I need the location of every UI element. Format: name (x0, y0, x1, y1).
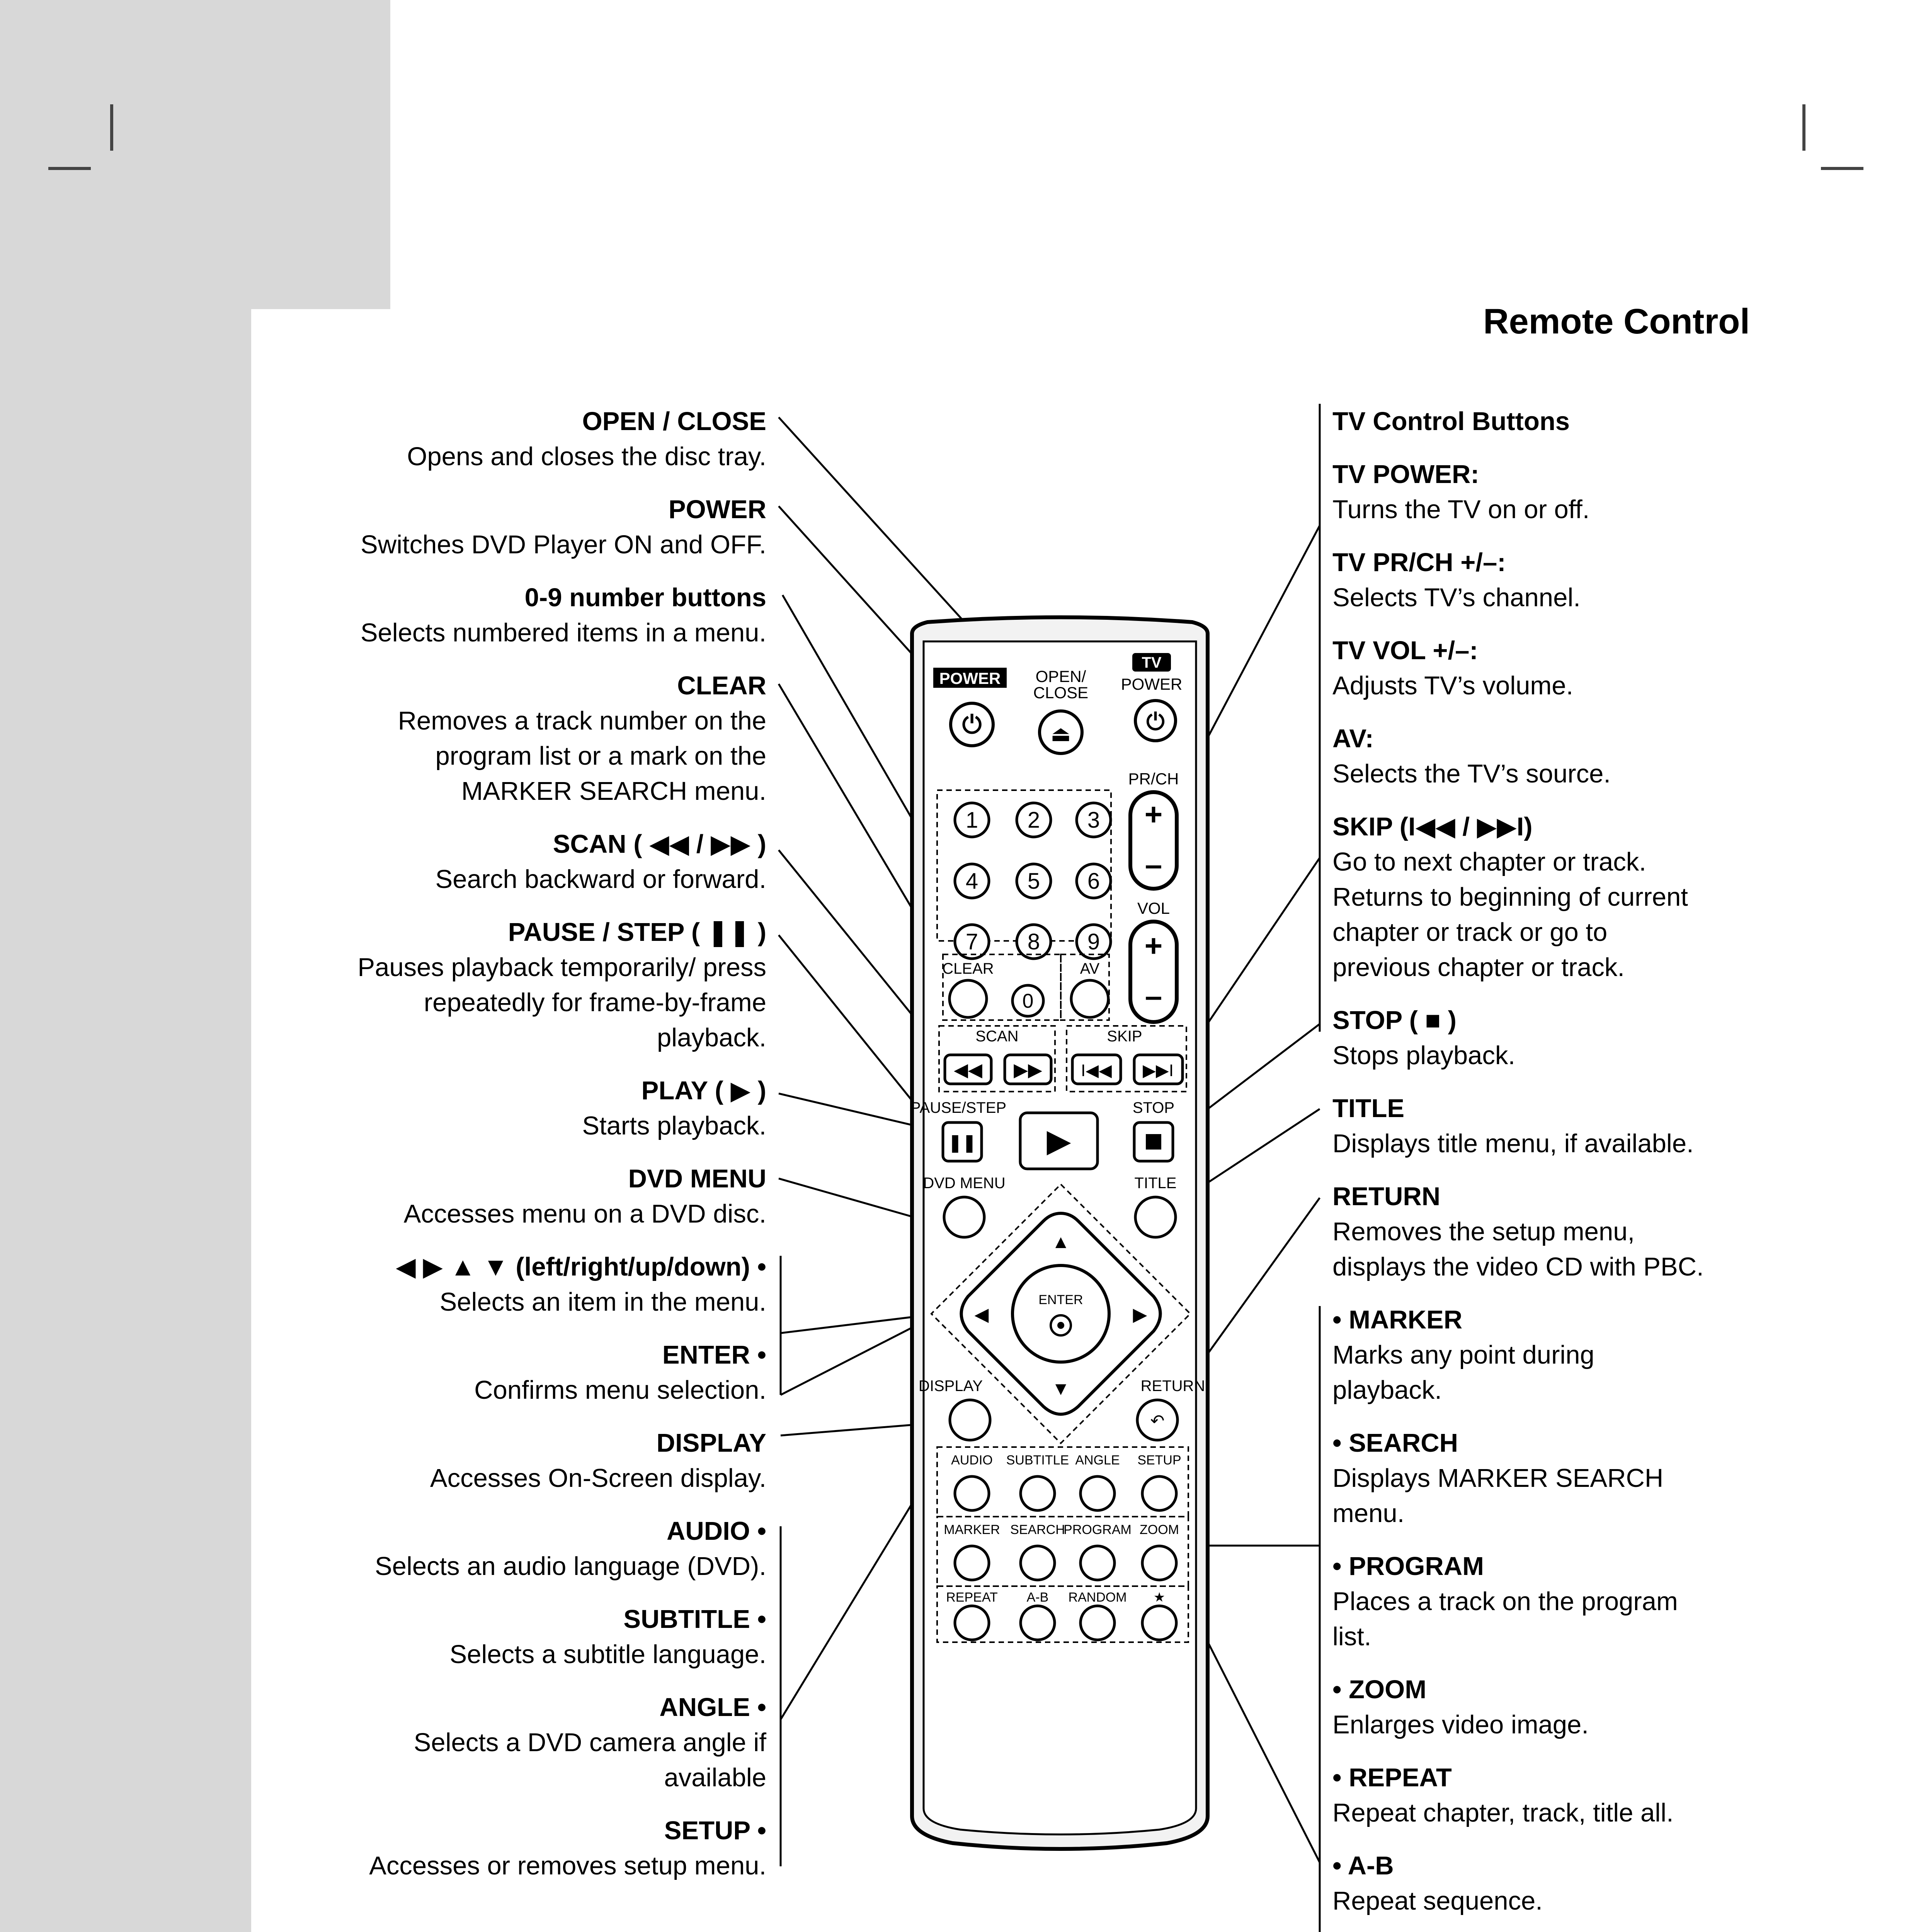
description-heading: DISPLAY (656, 1429, 766, 1458)
description-heading: PAUSE / STEP ( ❚❚ ) (508, 918, 766, 947)
description-line: Selects TV’s channel. (1332, 583, 1581, 612)
description-line: Adjusts TV’s volume. (1332, 671, 1574, 700)
description-line: displays the video CD with PBC. (1332, 1252, 1704, 1281)
function-button[interactable] (1081, 1546, 1115, 1580)
description-heading: SKIP (I◀◀ / ▶▶I) (1332, 812, 1533, 841)
description-heading: ANGLE • (659, 1693, 766, 1722)
svg-text:PR/CH: PR/CH (1128, 770, 1179, 788)
svg-text:↶: ↶ (1150, 1412, 1165, 1430)
description-heading: AV: (1332, 724, 1374, 753)
svg-text:⏏: ⏏ (1050, 721, 1071, 746)
description-line: playback. (1332, 1376, 1442, 1405)
description-line: Places a track on the program (1332, 1587, 1678, 1616)
function-button[interactable] (1021, 1476, 1055, 1510)
svg-text:TITLE: TITLE (1134, 1175, 1177, 1192)
function-label: ★ (1153, 1590, 1166, 1605)
description-heading: SUBTITLE • (623, 1605, 766, 1634)
svg-text:◀: ◀ (974, 1304, 989, 1325)
description-line: Displays MARKER SEARCH (1332, 1464, 1664, 1493)
description-heading: AUDIO • (667, 1517, 766, 1546)
description-heading: OPEN / CLOSE (582, 407, 766, 436)
clear-button (949, 980, 987, 1017)
svg-text:DISPLAY: DISPLAY (919, 1378, 983, 1395)
description-line: list. (1332, 1622, 1371, 1651)
svg-text:POWER: POWER (1121, 675, 1183, 693)
description-line: Switches DVD Player ON and OFF. (361, 530, 766, 559)
description-heading: 0-9 number buttons (524, 583, 766, 612)
function-button[interactable] (1081, 1606, 1115, 1640)
description-heading: SCAN ( ◀◀ / ▶▶ ) (553, 830, 766, 859)
description-line: Selects the TV’s source. (1332, 759, 1611, 788)
description-heading: • MARKER (1332, 1305, 1463, 1334)
function-button[interactable] (1142, 1606, 1176, 1640)
svg-text:AV: AV (1080, 960, 1100, 977)
svg-text:▲: ▲ (1052, 1232, 1070, 1252)
description-heading: RETURN (1332, 1182, 1441, 1211)
av-button (1071, 980, 1108, 1017)
description-line: Search backward or forward. (435, 865, 766, 894)
function-button[interactable] (1142, 1476, 1176, 1510)
description-heading: • REPEAT (1332, 1763, 1452, 1792)
title-button (1135, 1197, 1176, 1237)
description-line: Repeat sequence. (1332, 1886, 1543, 1915)
description-line: chapter or track or go to (1332, 918, 1608, 947)
number-button-label: 1 (965, 808, 978, 833)
svg-text:–: – (1145, 979, 1162, 1013)
svg-text:▶: ▶ (1133, 1304, 1147, 1325)
description-line: Pauses playback temporarily/ press (357, 953, 766, 982)
function-label: PROGRAM (1063, 1522, 1132, 1537)
svg-text:I◀◀: I◀◀ (1081, 1061, 1112, 1080)
description-heading: • A-B (1332, 1851, 1394, 1880)
function-button[interactable] (1081, 1476, 1115, 1510)
svg-text:DVD MENU: DVD MENU (923, 1175, 1006, 1192)
description-line: Repeat chapter, track, title all. (1332, 1798, 1674, 1827)
description-line: playback. (657, 1023, 766, 1052)
function-label: RANDOM (1068, 1590, 1127, 1605)
description-heading: TV POWER: (1332, 460, 1479, 489)
description-line: Starts playback. (582, 1111, 766, 1140)
svg-text:CLOSE: CLOSE (1033, 684, 1089, 702)
svg-text:⏻: ⏻ (1146, 709, 1165, 735)
number-button-label: 7 (965, 929, 978, 954)
description-line: Selects numbered items in a menu. (360, 618, 766, 647)
svg-text:◀◀: ◀◀ (954, 1060, 982, 1080)
svg-text:SCAN: SCAN (975, 1028, 1019, 1045)
description-line: Selects an item in the menu. (439, 1287, 766, 1316)
description-heading: TITLE (1332, 1094, 1405, 1123)
svg-text:VOL: VOL (1137, 899, 1170, 917)
svg-text:+: + (1144, 929, 1163, 963)
description-line: Accesses menu on a DVD disc. (403, 1199, 766, 1228)
number-button-label: 8 (1027, 929, 1040, 954)
svg-text:ENTER: ENTER (1038, 1293, 1083, 1307)
number-button-label: 3 (1087, 808, 1100, 833)
function-button[interactable] (955, 1606, 989, 1640)
description-heading: ◀ ▶ ▲ ▼ (left/right/up/down) • (396, 1252, 766, 1281)
description-line: repeatedly for frame-by-frame (424, 988, 766, 1017)
description-line: Returns to beginning of current (1332, 883, 1688, 912)
svg-text:▶▶I: ▶▶I (1143, 1061, 1174, 1080)
number-buttons (955, 803, 1111, 959)
display-button (950, 1400, 990, 1440)
description-line: Turns the TV on or off. (1332, 495, 1590, 524)
svg-text:–: – (1145, 847, 1162, 882)
svg-text:0: 0 (1022, 990, 1034, 1012)
description-heading: • ZOOM (1332, 1675, 1427, 1704)
description-line: MARKER SEARCH menu. (461, 777, 766, 806)
description-heading: TV Control Buttons (1332, 407, 1570, 436)
description-line: Stops playback. (1332, 1041, 1515, 1070)
function-label: SETUP (1137, 1453, 1181, 1468)
description-heading: • SEARCH (1332, 1429, 1458, 1458)
number-button-label: 4 (965, 869, 978, 894)
description-line: Accesses On-Screen display. (430, 1464, 766, 1493)
function-button[interactable] (1142, 1546, 1176, 1580)
function-button[interactable] (955, 1546, 989, 1580)
description-heading: • PROGRAM (1332, 1552, 1484, 1581)
function-button[interactable] (1021, 1606, 1055, 1640)
svg-text:POWER: POWER (939, 669, 1001, 687)
description-heading: TV PR/CH +/–: (1332, 548, 1506, 577)
description-line: Go to next chapter or track. (1332, 847, 1646, 876)
svg-text:+: + (1144, 797, 1163, 832)
function-label: AUDIO (951, 1453, 993, 1468)
description-line: program list or a mark on the (435, 742, 766, 770)
description-line: Selects a DVD camera angle if (413, 1728, 766, 1757)
function-label: SUBTITLE (1006, 1453, 1069, 1468)
description-line: Opens and closes the disc tray. (407, 442, 766, 471)
description-heading: TV VOL +/–: (1332, 636, 1478, 665)
svg-text:▼: ▼ (1052, 1379, 1070, 1399)
svg-text:PAUSE/STEP: PAUSE/STEP (910, 1099, 1007, 1116)
svg-text:TV: TV (1142, 654, 1162, 671)
description-line: Removes the setup menu, (1332, 1217, 1635, 1246)
svg-text:▶▶: ▶▶ (1014, 1060, 1042, 1080)
description-line: Accesses or removes setup menu. (369, 1851, 766, 1880)
number-button-label: 6 (1087, 869, 1100, 894)
function-button[interactable] (1021, 1546, 1055, 1580)
svg-text:❚❚: ❚❚ (948, 1133, 977, 1152)
description-line: previous chapter or track. (1332, 953, 1625, 982)
function-label: A-B (1026, 1590, 1049, 1605)
svg-text:CLEAR: CLEAR (942, 960, 994, 977)
description-line: Confirms menu selection. (474, 1376, 766, 1405)
svg-text:SKIP: SKIP (1107, 1028, 1142, 1045)
description-line: Displays title menu, if available. (1332, 1129, 1694, 1158)
number-button-label: 9 (1087, 929, 1100, 954)
svg-text:OPEN/: OPEN/ (1035, 667, 1086, 685)
page-title: Remote Control (1483, 302, 1750, 341)
description-line: available (664, 1763, 766, 1792)
description-heading: SETUP • (664, 1816, 766, 1845)
description-heading: DVD MENU (628, 1164, 766, 1193)
function-label: REPEAT (946, 1590, 998, 1605)
number-button-label: 2 (1027, 808, 1040, 833)
svg-text:⏻: ⏻ (962, 711, 982, 738)
description-heading: PLAY ( ▶ ) (641, 1076, 766, 1105)
function-button[interactable] (955, 1476, 989, 1510)
description-line: Marks any point during (1332, 1340, 1594, 1369)
function-label: SEARCH (1010, 1522, 1065, 1537)
svg-text:RETURN: RETURN (1140, 1378, 1205, 1395)
description-heading: ENTER • (662, 1340, 766, 1369)
number-button-label: 5 (1027, 869, 1040, 894)
description-line: Removes a track number on the (398, 706, 766, 735)
description-heading: STOP ( ■ ) (1332, 1006, 1457, 1035)
description-heading: CLEAR (677, 671, 766, 700)
dvd-menu-button (944, 1197, 984, 1237)
function-label: MARKER (944, 1522, 1000, 1537)
svg-text:▶: ▶ (1046, 1123, 1071, 1158)
description-line: Enlarges video image. (1332, 1710, 1589, 1739)
description-line: Selects a subtitle language. (449, 1640, 766, 1669)
description-heading: POWER (668, 495, 766, 524)
function-label: ZOOM (1140, 1522, 1179, 1537)
svg-text:STOP: STOP (1132, 1099, 1175, 1116)
function-label: ANGLE (1075, 1453, 1120, 1468)
description-line: menu. (1332, 1499, 1405, 1528)
description-line: Selects an audio language (DVD). (374, 1552, 766, 1581)
